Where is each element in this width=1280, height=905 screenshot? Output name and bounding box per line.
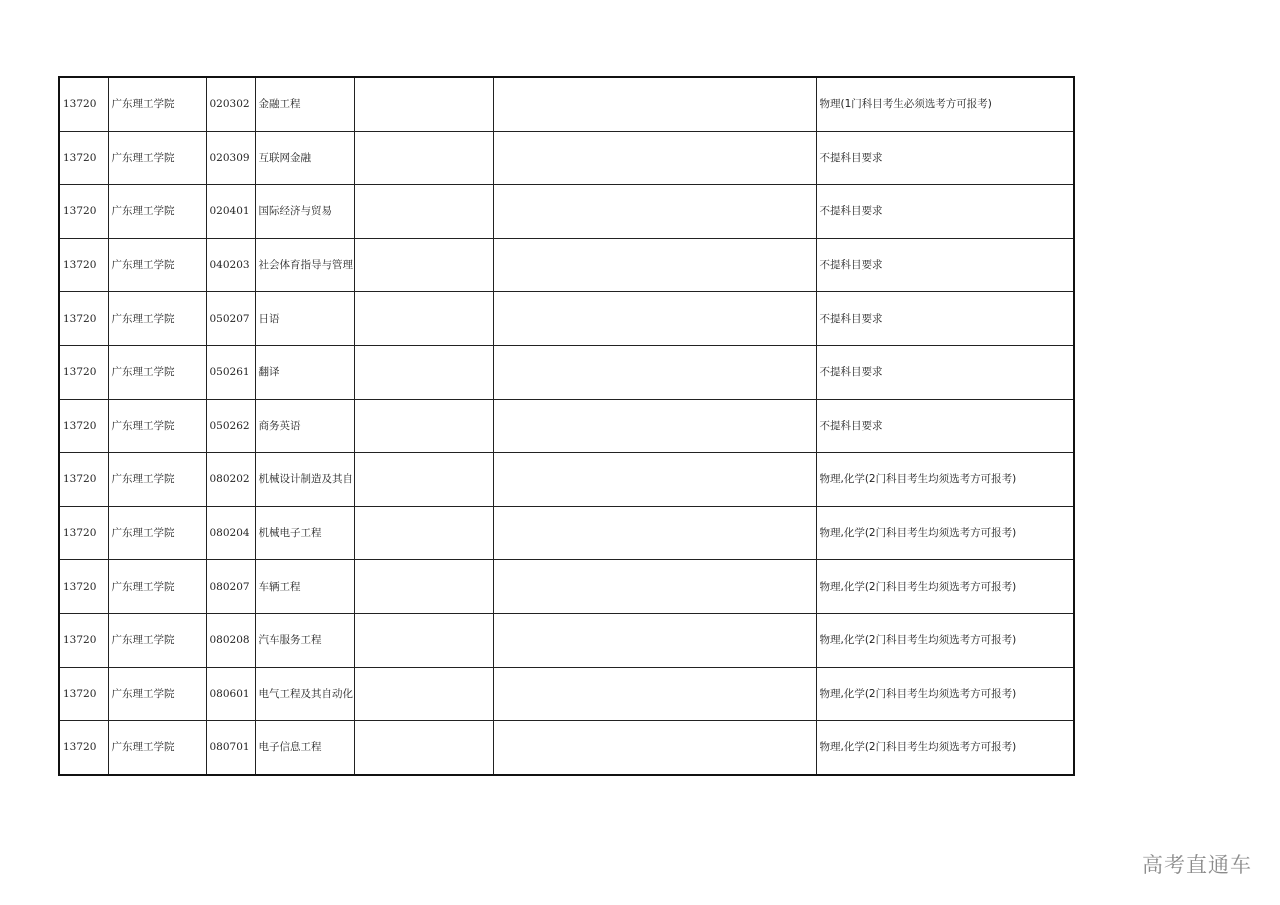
table-row — [59, 238, 1074, 292]
table-body — [59, 77, 1074, 775]
table-row — [59, 77, 1074, 131]
empty-cell — [493, 345, 816, 399]
school-name-cell: 广东理工学院 — [108, 77, 206, 131]
empty-cell — [354, 131, 493, 185]
school-name-cell: 广东理工学院 — [108, 721, 206, 775]
empty-cell — [354, 399, 493, 453]
school-name-cell: 广东理工学院 — [108, 292, 206, 346]
school-name-cell: 广东理工学院 — [108, 131, 206, 185]
empty-cell — [493, 667, 816, 721]
subject-requirement-cell: 物理,化学(2门科目考生均须选考方可报考) — [816, 506, 1074, 560]
major-code-cell: 080204 — [206, 506, 255, 560]
subject-requirement-cell: 物理,化学(2门科目考生均须选考方可报考) — [816, 721, 1074, 775]
subject-requirement-cell: 物理,化学(2门科目考生均须选考方可报考) — [816, 613, 1074, 667]
school-code-cell: 13720 — [59, 185, 108, 239]
major-name-cell: 国际经济与贸易 — [255, 185, 354, 239]
subject-requirement-cell: 不提科目要求 — [816, 292, 1074, 346]
school-name-cell: 广东理工学院 — [108, 238, 206, 292]
major-code-cell: 080208 — [206, 613, 255, 667]
major-name-cell: 日语 — [255, 292, 354, 346]
empty-cell — [493, 131, 816, 185]
table-row — [59, 292, 1074, 346]
empty-cell — [354, 292, 493, 346]
table-row — [59, 453, 1074, 507]
school-name-cell: 广东理工学院 — [108, 506, 206, 560]
empty-cell — [493, 399, 816, 453]
school-code-cell: 13720 — [59, 399, 108, 453]
empty-cell — [493, 77, 816, 131]
major-name-cell: 金融工程 — [255, 77, 354, 131]
major-code-cell: 020309 — [206, 131, 255, 185]
major-name-cell: 电气工程及其自动化 — [255, 667, 354, 721]
school-code-cell: 13720 — [59, 292, 108, 346]
empty-cell — [493, 506, 816, 560]
school-name-cell: 广东理工学院 — [108, 399, 206, 453]
empty-cell — [354, 667, 493, 721]
school-name-cell: 广东理工学院 — [108, 453, 206, 507]
subject-requirement-cell: 不提科目要求 — [816, 185, 1074, 239]
major-code-cell: 080701 — [206, 721, 255, 775]
major-code-cell: 020302 — [206, 77, 255, 131]
empty-cell — [354, 185, 493, 239]
major-code-cell: 080207 — [206, 560, 255, 614]
empty-cell — [354, 613, 493, 667]
table-row — [59, 345, 1074, 399]
table-row — [59, 667, 1074, 721]
empty-cell — [493, 613, 816, 667]
empty-cell — [354, 238, 493, 292]
subject-requirement-cell: 不提科目要求 — [816, 399, 1074, 453]
empty-cell — [493, 721, 816, 775]
school-code-cell: 13720 — [59, 453, 108, 507]
major-name-cell: 汽车服务工程 — [255, 613, 354, 667]
empty-cell — [354, 453, 493, 507]
school-name-cell: 广东理工学院 — [108, 185, 206, 239]
major-code-cell: 050261 — [206, 345, 255, 399]
major-name-cell: 电子信息工程 — [255, 721, 354, 775]
major-code-cell: 050262 — [206, 399, 255, 453]
school-code-cell: 13720 — [59, 345, 108, 399]
school-code-cell: 13720 — [59, 560, 108, 614]
major-code-cell: 020401 — [206, 185, 255, 239]
school-code-cell: 13720 — [59, 131, 108, 185]
subject-requirement-cell: 物理,化学(2门科目考生均须选考方可报考) — [816, 560, 1074, 614]
subject-requirement-cell: 物理,化学(2门科目考生均须选考方可报考) — [816, 453, 1074, 507]
school-name-cell: 广东理工学院 — [108, 560, 206, 614]
major-name-cell: 互联网金融 — [255, 131, 354, 185]
major-code-cell: 080202 — [206, 453, 255, 507]
table-row — [59, 560, 1074, 614]
school-code-cell: 13720 — [59, 721, 108, 775]
empty-cell — [493, 560, 816, 614]
subject-requirement-cell: 不提科目要求 — [816, 131, 1074, 185]
subject-requirement-cell: 不提科目要求 — [816, 238, 1074, 292]
empty-cell — [493, 238, 816, 292]
school-code-cell: 13720 — [59, 238, 108, 292]
school-name-cell: 广东理工学院 — [108, 345, 206, 399]
empty-cell — [354, 560, 493, 614]
empty-cell — [354, 77, 493, 131]
school-code-cell: 13720 — [59, 613, 108, 667]
school-name-cell: 广东理工学院 — [108, 667, 206, 721]
empty-cell — [493, 185, 816, 239]
table-row — [59, 185, 1074, 239]
school-code-cell: 13720 — [59, 506, 108, 560]
major-code-cell: 080601 — [206, 667, 255, 721]
school-code-cell: 13720 — [59, 77, 108, 131]
empty-cell — [354, 506, 493, 560]
major-name-cell: 机械电子工程 — [255, 506, 354, 560]
empty-cell — [493, 453, 816, 507]
major-name-cell: 机械设计制造及其自 — [255, 453, 354, 507]
table-row — [59, 721, 1074, 775]
empty-cell — [493, 292, 816, 346]
major-name-cell: 车辆工程 — [255, 560, 354, 614]
empty-cell — [354, 721, 493, 775]
major-name-cell: 翻译 — [255, 345, 354, 399]
major-code-cell: 050207 — [206, 292, 255, 346]
school-name-cell: 广东理工学院 — [108, 613, 206, 667]
major-name-cell: 社会体育指导与管理 — [255, 238, 354, 292]
school-code-cell: 13720 — [59, 667, 108, 721]
subject-requirement-cell: 不提科目要求 — [816, 345, 1074, 399]
table-row — [59, 506, 1074, 560]
subject-requirement-cell: 物理,化学(2门科目考生均须选考方可报考) — [816, 667, 1074, 721]
data-table — [58, 76, 1075, 776]
empty-cell — [354, 345, 493, 399]
table-row — [59, 131, 1074, 185]
subject-requirement-cell: 物理(1门科目考生必须选考方可报考) — [816, 77, 1074, 131]
table-row — [59, 613, 1074, 667]
watermark-text: 高考直通车 — [1142, 853, 1252, 877]
major-code-cell: 040203 — [206, 238, 255, 292]
major-name-cell: 商务英语 — [255, 399, 354, 453]
table-row — [59, 399, 1074, 453]
